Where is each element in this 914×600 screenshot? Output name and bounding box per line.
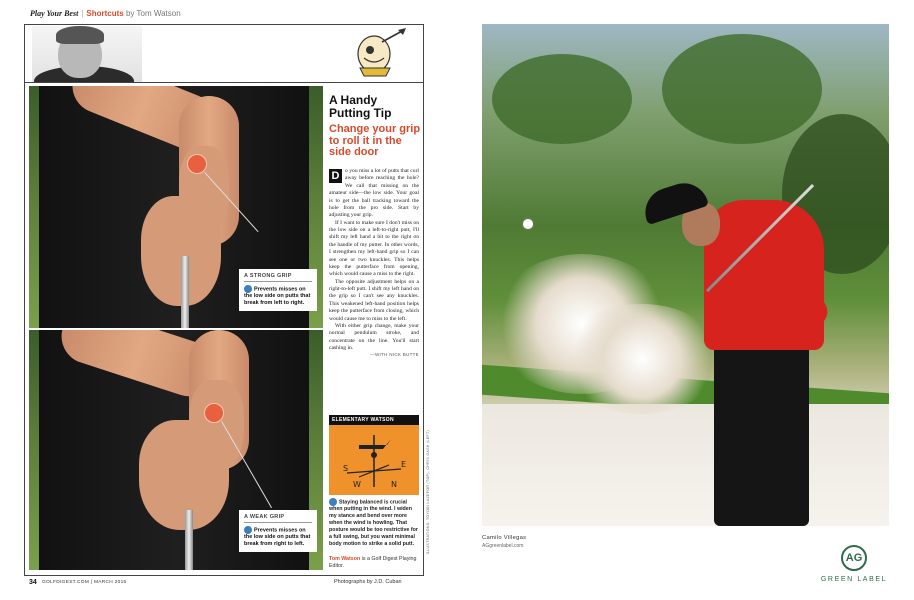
publication: GOLFDIGEST.COM [42,580,90,585]
strong-grip-marker [187,154,207,174]
strong-grip-text: Prevents misses on the low side on putts that break from left to right. [244,286,311,307]
weak-grip-callout [239,510,317,552]
direction-e: E [401,460,407,469]
ag-logo-icon: AG [841,545,867,571]
column-byline: by Tom Watson [125,9,181,18]
illustration-credit: ILLUSTRATIONS: TOYOBI LAZEFOR (TOP), CHRIS GASH (LEFT) [426,430,430,555]
article-title: A Handy Putting Tip [329,93,392,121]
direction-s: S [343,464,349,473]
author-bio-text: is a Golf Digest Playing Editor. [329,556,417,569]
sidebar-text-block [329,498,419,548]
header-rule [24,82,424,83]
section-name: Play Your Best [30,9,79,18]
drop-cap: D [329,169,342,183]
article-subtitle: Change your grip to roll it in the side door [329,123,421,159]
strong-grip-photo [29,86,323,328]
brand-name: GREEN LABEL [820,576,888,583]
article-body [329,168,419,358]
strong-grip-callout [239,269,317,311]
section-header [30,9,181,18]
weak-grip-title: A WEAK GRIP [244,514,312,523]
header-separator: | [81,9,84,18]
weak-grip-text: Prevents misses on the low side on putts that break from right to left. [244,527,311,548]
sidebar-label: ELEMENTARY WATSON [329,415,419,425]
golf-ball [523,219,533,229]
shortcuts-logo-icon [346,28,408,78]
ad-photo [482,24,889,526]
article-credit: —WITH NICK BUTTE [370,352,419,358]
paragraph: The opposite adjustment helps on a right-to-left putt. I shift my left hand on the grip so I can't see any knuckles. This weakened left-hand position helps keep the putterface from closing, which would cause me to miss to the left. [329,278,419,322]
strong-grip-title: A STRONG GRIP [244,273,312,282]
issue-date: MARCH 2015 [93,580,127,585]
weak-grip-marker [204,403,224,423]
author-portrait [32,26,142,82]
sidebar-text: Staying balanced is crucial when putting in the wind. I widen my stance and bend over more when the wind is howling. That posture would be too restrictive for a full swing, but you want minimal body motion to strike a solid putt. [329,499,418,547]
paragraph: If I want to make sure I don't miss on the low side on a left-to-right putt, I'll shift my left hand a bit to the right on the handle of my putter. In other words, I strengthen my left-hand grip so I can see one or two knuckles. This helps keep the putterface from opening, which would cause a miss to the right. [329,219,419,278]
author-name: Tom Watson [329,556,361,562]
folio-divider: | [90,580,93,585]
info-icon [244,526,252,534]
page-number: 34 [29,579,37,586]
paragraph: o you miss a lot of putts that curl away before reaching the hole? We call that missing on the amateur side—the low side. Your goal is to get the ball tracking toward the hole from the pro side. Start by adjusting your grip. [329,168,419,219]
ad-caption-name: Camilo Villegas [482,535,527,541]
direction-w: W [353,480,361,489]
weathervane-illustration [329,425,419,495]
ad-caption-url: AGgreenlabel.com [482,543,524,549]
photo-credit: Photographs by J.D. Cuban [334,579,402,585]
paragraph: With either grip change, make your normal pendulum stroke, and concentrate on the line. You'll start cashing in. [329,322,419,351]
info-icon [329,498,337,506]
folio [42,580,127,585]
author-bio [329,556,419,570]
weak-grip-photo [29,330,323,570]
direction-n: N [391,480,397,489]
info-icon [244,285,252,293]
column-name: Shortcuts [86,9,124,18]
